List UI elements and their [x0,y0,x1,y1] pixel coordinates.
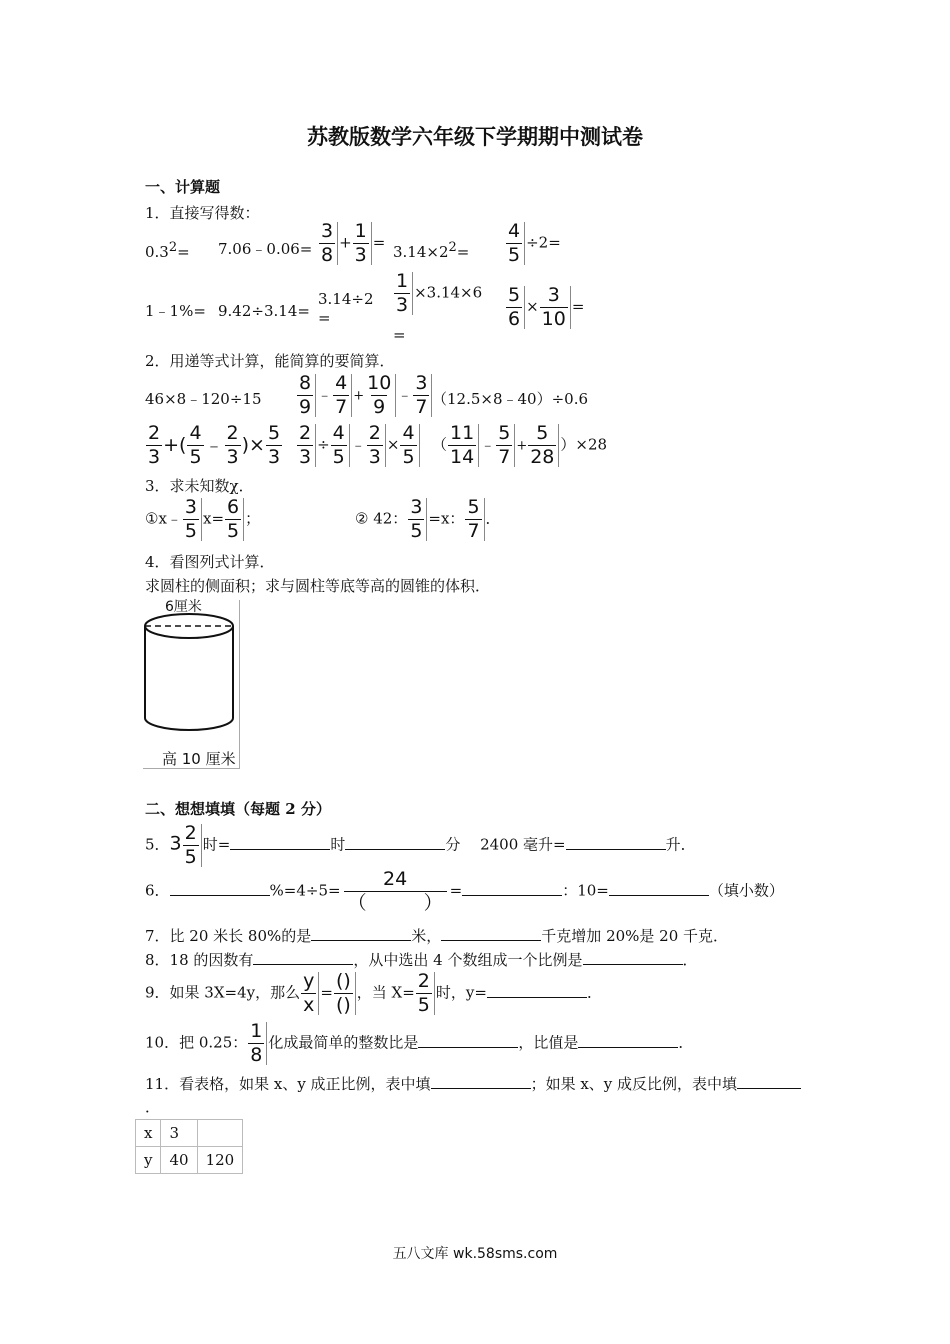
cylinder-drawing [143,600,239,768]
q1-item-g: 9.42÷3.14= [218,302,310,320]
xy-table [135,1119,243,1174]
q3-part2: ② 42： $\frac{3}{5}$ =x： $\frac{5}{7}$ ． [355,496,501,542]
table-cell: 120 [197,1147,243,1174]
q1-item-i: $\frac{1}{3}$ ×3.14×6 [396,270,483,316]
q10: 10．把 0.25： $\frac{1}{8}$ 化成最简单的整数比是 ，比值是 ． [145,1020,694,1066]
q1-item-c: $\frac{3}{8}$ + $\frac{1}{3}$ = [321,220,386,266]
q9: 9．如果 3X=4y，那么 $\frac{y}{x}$ = $\frac{()}{()}$ ，当 X= $\frac{2}{5}$ 时，y= ． [145,970,602,1016]
height-label: 高 10 厘米 [162,750,236,768]
q3-label: 3．求未知数χ． [145,477,254,495]
q2-label: 2．用递等式计算，能简算的要简算． [145,352,395,370]
q1-label: 1．直接写得数： [145,204,260,222]
q7: 7．比 20 米长 80%的是 米， 千克增加 20%是 20 千克． [145,927,729,945]
q2-item-e: $\frac{2}{3}$ ÷ $\frac{4}{5}$ ﹣ $\frac{2}{3}$ × $\frac{4}{5}$ [296,424,421,467]
q1-item-f: 1﹣1%= [145,302,206,320]
q11: 11．看表格，如果 x、y 成正比例，表中填 ；如果 x、y 成反比例，表中填 [145,1074,801,1093]
footer-watermark: 五八文库 wk.58sms.com [392,1246,558,1262]
q6: 6． %=4÷5= $\frac{24}{( )}$ = ：10= （填小数） [145,868,784,914]
q1-item-b: 7.06﹣0.06= [218,240,313,258]
diameter-label: 6厘米 [165,599,202,615]
section-heading-fill: 二、想想填填（每题 2 分） [145,800,331,818]
table-cell: y [136,1147,161,1174]
q2-item-d: $\frac{2}{3}$ +( $\frac{4}{5}$ ﹣ $\frac{2}{3}$ )× $\frac{5}{3}$ [148,422,281,468]
fraction: $\frac{5}{6}$ [506,286,525,329]
fraction: $\frac{1}{3}$ [353,222,372,265]
table-row [136,1147,243,1174]
section-heading-calculation: 一、计算题 [145,178,221,196]
q1-item-e: $\frac{4}{5}$ ÷2= [508,220,561,266]
table-cell: 3 [161,1120,197,1147]
page-title: 苏教版数学六年级下学期期中测试卷 [307,124,643,149]
table-cell [197,1120,243,1147]
q2-item-b: $\frac{8}{9}$ ﹣ $\frac{4}{7}$ + $\frac{10}{9}$ ﹣ $\frac{3}{7}$ [296,374,433,417]
q3-part1: ①x﹣ $\frac{3}{5}$ x= $\frac{6}{5}$ ； [145,496,261,542]
fraction: $\frac{4}{5}$ [506,222,525,265]
q2-item-c: （12.5×8﹣40）÷0.6 [432,390,589,408]
q1-item-d: $3.14\times 2^2=$ [393,240,470,261]
table-cell: x [136,1120,161,1147]
q4-description: 求圆柱的侧面积；求与圆柱等底等高的圆锥的体积． [145,577,491,595]
q2-item-a: 46×8﹣120÷15 [145,390,262,408]
q5: 5．3 $\frac{2}{5}$ 时= 时 分 2400 毫升= 升． [145,822,696,868]
cylinder-bottom [145,718,233,730]
q2-item-f: （ $\frac{11}{14}$ ﹣ $\frac{5}{7}$ + $\frac{5}{28}$ ）×28 [432,422,608,468]
q11-end: ． [145,1098,161,1116]
cylinder-figure [143,600,240,769]
fraction: $\frac{3}{10}$ [540,286,571,329]
fraction: $\frac{1}{3}$ [394,272,413,315]
q4-label: 4．看图列式计算． [145,553,275,571]
table-cell: 40 [161,1147,197,1174]
fraction: $\frac{3}{8}$ [319,222,338,265]
q1-item-i-eq: = [393,326,406,344]
q1-item-h: 3.14÷2 = [318,290,374,327]
q1-item-j: $\frac{5}{6}$ × $\frac{3}{10}$ = [508,284,585,330]
q1-item-a: $0.3^2=$ [145,240,190,261]
q8: 8．18 的因数有 ，从中选出 4 个数组成一个比例是 ． [145,951,698,969]
table-row [136,1120,243,1147]
